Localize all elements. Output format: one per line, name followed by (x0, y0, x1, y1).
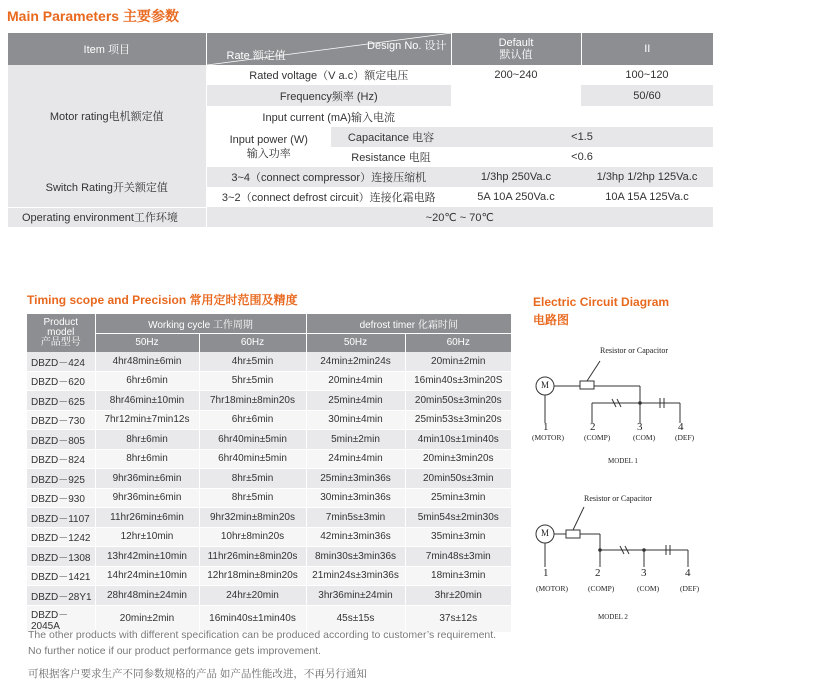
cell-working-60hz: 6hr40min±5min (199, 449, 306, 469)
motor-symbol-label-2: M (541, 528, 550, 538)
header-defrost-50hz: 50Hz (306, 333, 405, 352)
timing-row (27, 566, 511, 586)
cell-product-model: DBZD－930 (27, 488, 95, 508)
node-4-model-1: 4 (678, 421, 684, 433)
cell-product-model: DBZD－805 (27, 430, 95, 450)
cell-working-50hz: 14hr24min±10min (95, 566, 199, 586)
cell-product-model: DBZD－1242 (27, 527, 95, 547)
cell-product-model: DBZD－424 (27, 352, 95, 371)
cell-defrost-50hz: 45s±15s (306, 605, 405, 632)
terminal-motor-1: (MOTOR) (532, 433, 564, 442)
cell-defrost-60hz: 18min±3min (405, 566, 511, 586)
leader-line-2 (573, 507, 584, 530)
cell-product-model: DBZD－620 (27, 371, 95, 391)
cell-defrost-50hz: 24min±2min24s (306, 352, 405, 371)
cell-defrost-50hz: 7min5s±3min (306, 508, 405, 528)
header-product-l2: model (47, 327, 75, 338)
cell-working-60hz: 7hr18min±8min20s (199, 391, 306, 411)
cell-product-model: DBZD－824 (27, 449, 95, 469)
timing-header-row (27, 314, 511, 333)
resistor-label-2: Resistor or Capacitor (584, 494, 652, 503)
cell-working-60hz: 24hr±20min (199, 586, 306, 606)
timing-row (27, 410, 511, 430)
timing-row (27, 527, 511, 547)
input-power-cn: 输入功率 (246, 148, 291, 160)
cell-product-model: DBZD－925 (27, 469, 95, 489)
timing-title: Timing scope and Precision 常用定时范围及精度 (27, 293, 298, 307)
frequency-default (451, 85, 581, 106)
header-working-50hz: 50Hz (95, 333, 199, 352)
timing-row (27, 547, 511, 567)
resistance-value: <0.6 (451, 147, 713, 167)
cell-working-60hz: 4hr±5min (199, 352, 306, 371)
cell-defrost-50hz: 30min±4min (306, 410, 405, 430)
node-3-model-1: 3 (637, 421, 643, 433)
cell-product-model: DBZD－2045A (27, 605, 95, 632)
node-2-model-2: 2 (595, 567, 601, 579)
switch-row1-ii: 1/3hp 1/2hp 125Va.c (581, 167, 713, 187)
cell-defrost-50hz: 20min±4min (306, 371, 405, 391)
model-1-label: MODEL 1 (608, 457, 638, 465)
timing-body (27, 352, 511, 632)
cell-working-50hz: 20min±2min (95, 605, 199, 632)
cell-defrost-60hz: 35min±3min (405, 527, 511, 547)
cell-defrost-60hz: 4min10s±1min40s (405, 430, 511, 450)
timing-row (27, 352, 511, 371)
input-power-label (206, 127, 331, 167)
cell-defrost-60hz: 37s±12s (405, 605, 511, 632)
terminal-motor-2: (MOTOR) (536, 584, 568, 593)
cell-defrost-60hz: 16min40s±3min20S (405, 371, 511, 391)
cell-working-60hz: 9hr32min±8min20s (199, 508, 306, 528)
note-line-2: No further notice if our product performance gets improvement. (28, 645, 321, 657)
cell-working-60hz: 16min40s±1min40s (199, 605, 306, 632)
cell-product-model: DBZD－1308 (27, 547, 95, 567)
cell-working-50hz: 9hr36min±6min (95, 469, 199, 489)
cell-product-model: DBZD－625 (27, 391, 95, 411)
cell-defrost-50hz: 30min±3min36s (306, 488, 405, 508)
timing-row (27, 508, 511, 528)
capacitance-label: Capacitance 电容 (331, 127, 451, 147)
node-4-model-2: 4 (685, 567, 691, 579)
input-power-en: Input power (W) (229, 134, 308, 146)
model-2-label: MODEL 2 (598, 613, 628, 621)
cell-defrost-60hz: 20min±2min (405, 352, 511, 371)
timing-table (27, 314, 511, 633)
timing-row (27, 371, 511, 391)
cell-product-model: DBZD－1421 (27, 566, 95, 586)
header-defrost-timer: defrost timer 化霜时间 (306, 314, 511, 333)
switch-rating-label: Switch Rating开关额定值 (8, 167, 206, 207)
cell-working-50hz: 8hr±6min (95, 449, 199, 469)
cell-working-50hz: 13hr42min±10min (95, 547, 199, 567)
cell-defrost-60hz: 25min53s±3min20s (405, 410, 511, 430)
cell-defrost-60hz: 20min±3min20s (405, 449, 511, 469)
cell-working-50hz: 8hr±6min (95, 430, 199, 450)
cell-defrost-50hz: 3hr36min±24min (306, 586, 405, 606)
cell-working-50hz: 28hr48min±24min (95, 586, 199, 606)
input-current-value (451, 106, 713, 127)
cell-working-60hz: 12hr18min±8min20s (199, 566, 306, 586)
resistor-1 (580, 381, 594, 389)
frequency-ii: 50/60 (581, 85, 713, 106)
rated-voltage-default: 200~240 (451, 65, 581, 85)
header-default-cn: 默认值 (499, 49, 533, 61)
cell-working-50hz: 11hr26min±6min (95, 508, 199, 528)
cell-working-60hz: 5hr±5min (199, 371, 306, 391)
rated-voltage-label: Rated voltage（V a.c）额定电压 (206, 65, 451, 85)
operating-env-label: Operating environment工作环境 (8, 207, 206, 227)
resistor-label-1: Resistor or Capacitor (600, 346, 668, 355)
cell-working-60hz: 8hr±5min (199, 488, 306, 508)
input-current-label: Input current (mA)输入电流 (206, 106, 451, 127)
cell-defrost-50hz: 25min±3min36s (306, 469, 405, 489)
cell-defrost-60hz: 20min50s±3min20s (405, 391, 511, 411)
main-header-row (8, 33, 713, 65)
resistance-label: Resistance 电阻 (331, 147, 451, 167)
rated-voltage-ii: 100~120 (581, 65, 713, 85)
terminal-def-1: (DEF) (675, 433, 695, 442)
node-1-model-1: 1 (543, 421, 549, 433)
cell-working-60hz: 6hr±6min (199, 410, 306, 430)
cell-defrost-50hz: 25min±4min (306, 391, 405, 411)
header-col-ii: II (581, 33, 713, 65)
note-line-3: 可根据客户要求生产不同参数规格的产品 如产品性能改进，不再另行通知 (28, 668, 367, 680)
main-parameters-table (8, 33, 713, 227)
motor-symbol-label-1: M (541, 380, 550, 390)
cell-defrost-50hz: 8min30s±3min36s (306, 547, 405, 567)
header-diagonal-line (207, 33, 452, 65)
cell-defrost-50hz: 21min24s±3min36s (306, 566, 405, 586)
cell-working-60hz: 6hr40min±5min (199, 430, 306, 450)
header-defrost-60hz: 60Hz (405, 333, 511, 352)
header-product-l3: 产品型号 (40, 337, 81, 348)
header-item: Item 项目 (8, 33, 206, 65)
cell-defrost-60hz: 3hr±20min (405, 586, 511, 606)
terminal-comp-2: (COMP) (588, 584, 615, 593)
switch-row1-label: 3~4（connect compressor）连接压缩机 (206, 167, 451, 187)
capacitance-value: <1.5 (451, 127, 713, 147)
note-line-1: The other products with different specification can be produced according to customer’s requirement. (28, 629, 497, 641)
cell-working-60hz: 10hr±8min20s (199, 527, 306, 547)
switch-row1-default: 1/3hp 250Va.c (451, 167, 581, 187)
timing-row (27, 488, 511, 508)
switch-row2-label: 3~2（connect defrost circuit）连接化霜电路 (206, 187, 451, 207)
circuit-title-en: Electric Circuit Diagram (533, 295, 670, 309)
terminal-def-2: (DEF) (680, 584, 700, 593)
header-default-en: Default (498, 37, 534, 49)
header-default (451, 33, 581, 65)
cell-working-50hz: 6hr±6min (95, 371, 199, 391)
cell-product-model: DBZD－1107 (27, 508, 95, 528)
cell-product-model: DBZD－730 (27, 410, 95, 430)
timing-row (27, 586, 511, 606)
cell-working-50hz: 12hr±10min (95, 527, 199, 547)
header-design: Design No. 设计 (367, 40, 447, 52)
cell-defrost-50hz: 42min±3min36s (306, 527, 405, 547)
node-3-model-2: 3 (641, 567, 647, 579)
leader-line-1 (587, 361, 600, 381)
switch-row2-default: 5A 10A 250Va.c (451, 187, 581, 207)
cell-defrost-60hz: 20min50s±3min (405, 469, 511, 489)
main-parameters-title: Main Parameters 主要参数 (7, 8, 179, 24)
timing-row (27, 391, 511, 411)
cell-working-50hz: 8hr46min±10min (95, 391, 199, 411)
terminal-comp-1: (COMP) (584, 433, 611, 442)
circuit-title-cn: 电路图 (533, 313, 570, 327)
frequency-label: Frequency频率 (Hz) (206, 85, 451, 106)
cell-working-60hz: 11hr26min±8min20s (199, 547, 306, 567)
cell-working-60hz: 8hr±5min (199, 469, 306, 489)
cell-working-50hz: 7hr12min±7min12s (95, 410, 199, 430)
node-1-model-2: 1 (543, 567, 549, 579)
switch-row2-ii: 10A 15A 125Va.c (581, 187, 713, 207)
timing-row (27, 449, 511, 469)
header-product-l1: Product (43, 317, 78, 328)
timing-row (27, 605, 511, 632)
cell-defrost-60hz: 5min54s±2min30s (405, 508, 511, 528)
timing-row (27, 469, 511, 489)
terminal-com-2: (COM) (637, 584, 660, 593)
cell-defrost-60hz: 25min±3min (405, 488, 511, 508)
cell-defrost-60hz: 7min48s±3min (405, 547, 511, 567)
resistor-2 (566, 530, 580, 538)
header-working-cycle: Working cycle 工作周期 (95, 314, 306, 333)
cell-working-50hz: 4hr48min±6min (95, 352, 199, 371)
timing-row (27, 430, 511, 450)
node-2-model-1: 2 (590, 421, 596, 433)
header-product-model (27, 314, 95, 352)
cell-working-50hz: 9hr36min±6min (95, 488, 199, 508)
cell-defrost-50hz: 24min±4min (306, 449, 405, 469)
cell-product-model: DBZD－28Y1 (27, 586, 95, 606)
operating-env-value: ~20℃ ~ 70℃ (206, 207, 713, 227)
motor-rating-label: Motor rating电机额定值 (8, 65, 206, 167)
header-working-60hz: 60Hz (199, 333, 306, 352)
header-rate-design (206, 33, 451, 65)
header-rate: Rate 额定值 (226, 50, 286, 62)
cell-defrost-50hz: 5min±2min (306, 430, 405, 450)
terminal-com-1: (COM) (633, 433, 656, 442)
